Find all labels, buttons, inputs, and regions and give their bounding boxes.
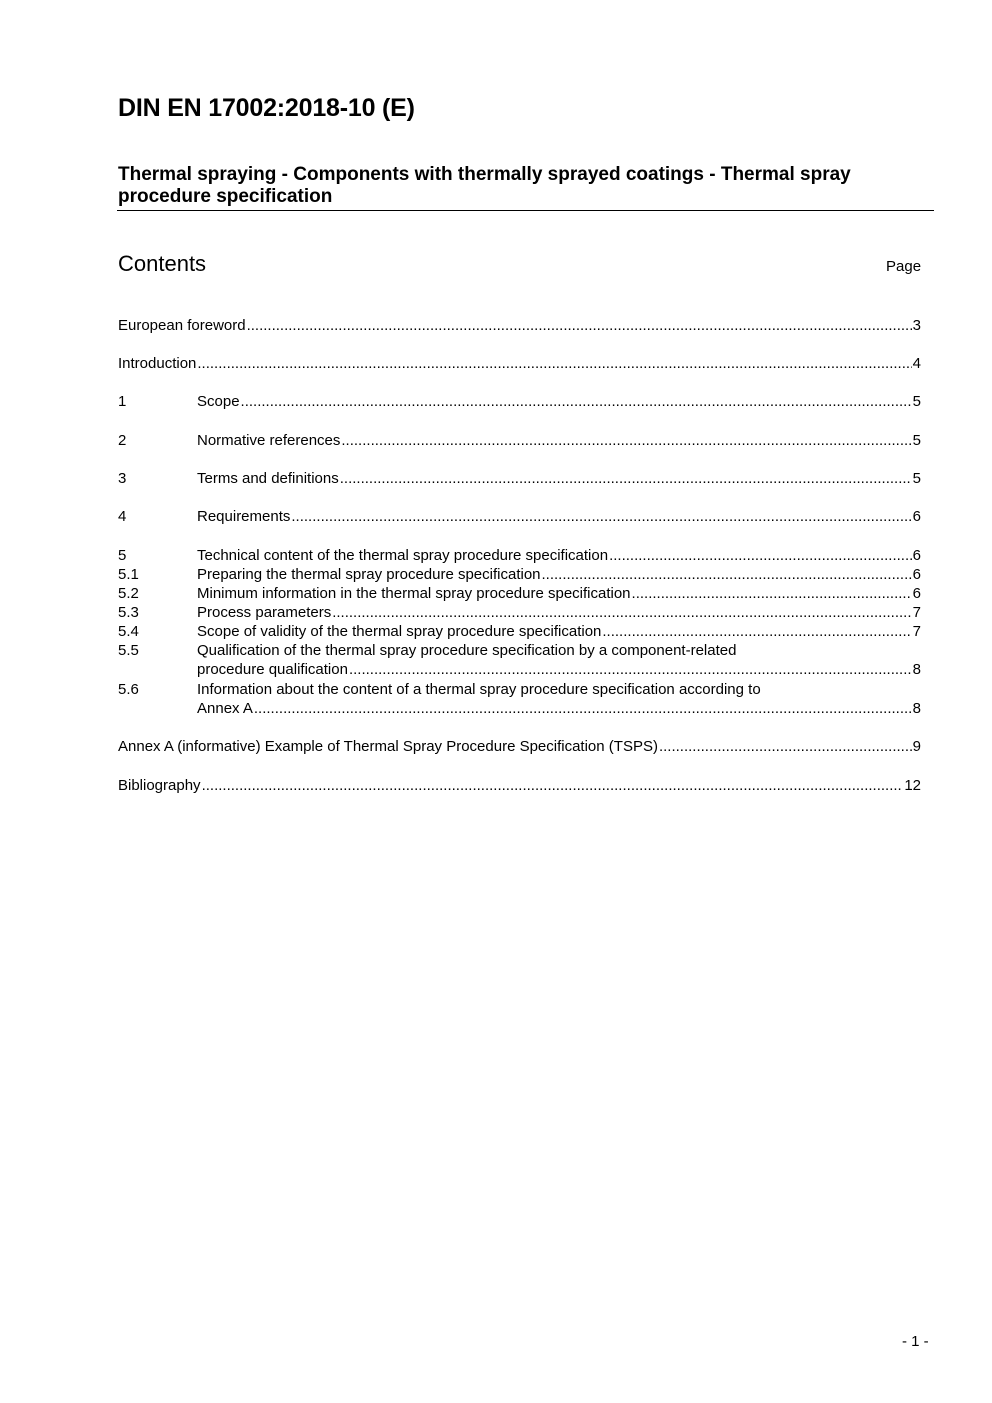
contents-heading: Contents [118, 251, 207, 276]
toc-entry-bibliography[interactable] [118, 776, 921, 795]
dot-leader [247, 316, 912, 335]
dot-leader [254, 699, 912, 718]
toc-entry-page: 8 [912, 661, 921, 679]
toc-entry-preparing-tsps[interactable] [118, 565, 921, 584]
toc-entry-page: 6 [912, 566, 921, 583]
toc-entry-page: 8 [912, 700, 921, 718]
toc-entry-number: 5.6 [118, 681, 139, 698]
dot-leader [332, 603, 911, 622]
toc-entry-page: 9 [912, 738, 921, 755]
toc-entry-scope-of-validity[interactable] [118, 622, 921, 641]
toc-entry-number: 5.2 [118, 585, 139, 602]
page-column-heading: Page [886, 258, 922, 275]
toc-entry-number: 1 [118, 393, 127, 410]
toc-entry-page: 6 [912, 508, 921, 525]
title-rule [117, 210, 934, 211]
toc-entry-text-line2: Annex A [197, 700, 253, 718]
toc-entry-text-line1: Qualification of the thermal spray procedure specification by a component-related [197, 642, 737, 659]
toc-entry-text: Normative references [197, 432, 341, 449]
toc-entry-page: 5 [912, 432, 921, 449]
dot-leader [197, 354, 911, 373]
dot-leader [291, 507, 911, 526]
toc-entry-page: 3 [912, 317, 921, 334]
dot-leader [602, 622, 911, 641]
toc-entry-text-line2: procedure qualification [197, 661, 348, 679]
toc-entry-text: Introduction [118, 355, 197, 372]
toc-entry-requirements[interactable] [118, 507, 921, 526]
toc-entry-text: Technical content of the thermal spray procedure specification [197, 547, 609, 564]
toc-entry-number: 5.5 [118, 642, 139, 659]
toc-entry-process-parameters[interactable] [118, 603, 921, 622]
toc-entry-text: Annex A (informative) Example of Thermal Spray Procedure Specification (TSPS) [118, 738, 658, 755]
toc-entry-terms-and-definitions[interactable] [118, 469, 921, 488]
toc-entry-number: 5.3 [118, 604, 139, 621]
toc-entry-page: 4 [912, 355, 921, 372]
dot-leader [659, 737, 912, 756]
dot-leader [542, 565, 912, 584]
page-number-footer: - 1 - [902, 1333, 929, 1350]
toc-entry-text-line1: Information about the content of a thermal spray procedure specification according to [197, 681, 761, 698]
toc-entry-page: 7 [912, 604, 921, 621]
dot-leader [202, 776, 904, 795]
toc-entry-information-content[interactable] [118, 680, 921, 719]
toc-entry-page: 12 [904, 777, 921, 794]
toc-entry-scope[interactable] [118, 392, 921, 411]
toc-entry-text: Bibliography [118, 777, 201, 794]
document-title: Thermal spraying - Components with thermally sprayed coatings - Thermal spray procedure specification [118, 164, 851, 207]
toc-entry-text: Process parameters [197, 604, 332, 621]
toc-entry-page: 7 [912, 623, 921, 640]
toc-entry-qualification[interactable] [118, 641, 921, 680]
toc-entry-text: Scope of validity of the thermal spray procedure specification [197, 623, 602, 640]
toc-entry-introduction[interactable] [118, 354, 921, 373]
toc-entry-technical-content[interactable] [118, 546, 921, 565]
toc-entry-number: 3 [118, 470, 127, 487]
document-number: DIN EN 17002:2018-10 (E) [118, 94, 415, 122]
dot-leader [340, 469, 912, 488]
toc-entry-page: 5 [912, 470, 921, 487]
dot-leader [609, 546, 912, 565]
dot-leader [341, 431, 911, 450]
toc-entry-minimum-information[interactable] [118, 584, 921, 603]
toc-entry-number: 5 [118, 547, 127, 564]
toc-entry-number: 5.4 [118, 623, 139, 640]
toc-entry-page: 5 [912, 393, 921, 410]
toc-entry-annex-a[interactable] [118, 737, 921, 756]
toc-entry-number: 2 [118, 432, 127, 449]
toc-entry-number: 5.1 [118, 566, 139, 583]
dot-leader [632, 584, 912, 603]
dot-leader [349, 660, 912, 679]
toc-entry-text: Requirements [197, 508, 291, 525]
toc-entry-text: Scope [197, 393, 240, 410]
toc-entry-page: 6 [912, 547, 921, 564]
toc-entry-text: Preparing the thermal spray procedure specification [197, 566, 541, 583]
dot-leader [241, 392, 912, 411]
toc-entry-text: European foreword [118, 317, 246, 334]
toc-entry-normative-references[interactable] [118, 431, 921, 450]
toc-entry-european-foreword[interactable] [118, 316, 921, 335]
toc-entry-number: 4 [118, 508, 127, 525]
toc-entry-text: Minimum information in the thermal spray procedure specification [197, 585, 631, 602]
toc-entry-page: 6 [912, 585, 921, 602]
toc-entry-text: Terms and definitions [197, 470, 339, 487]
